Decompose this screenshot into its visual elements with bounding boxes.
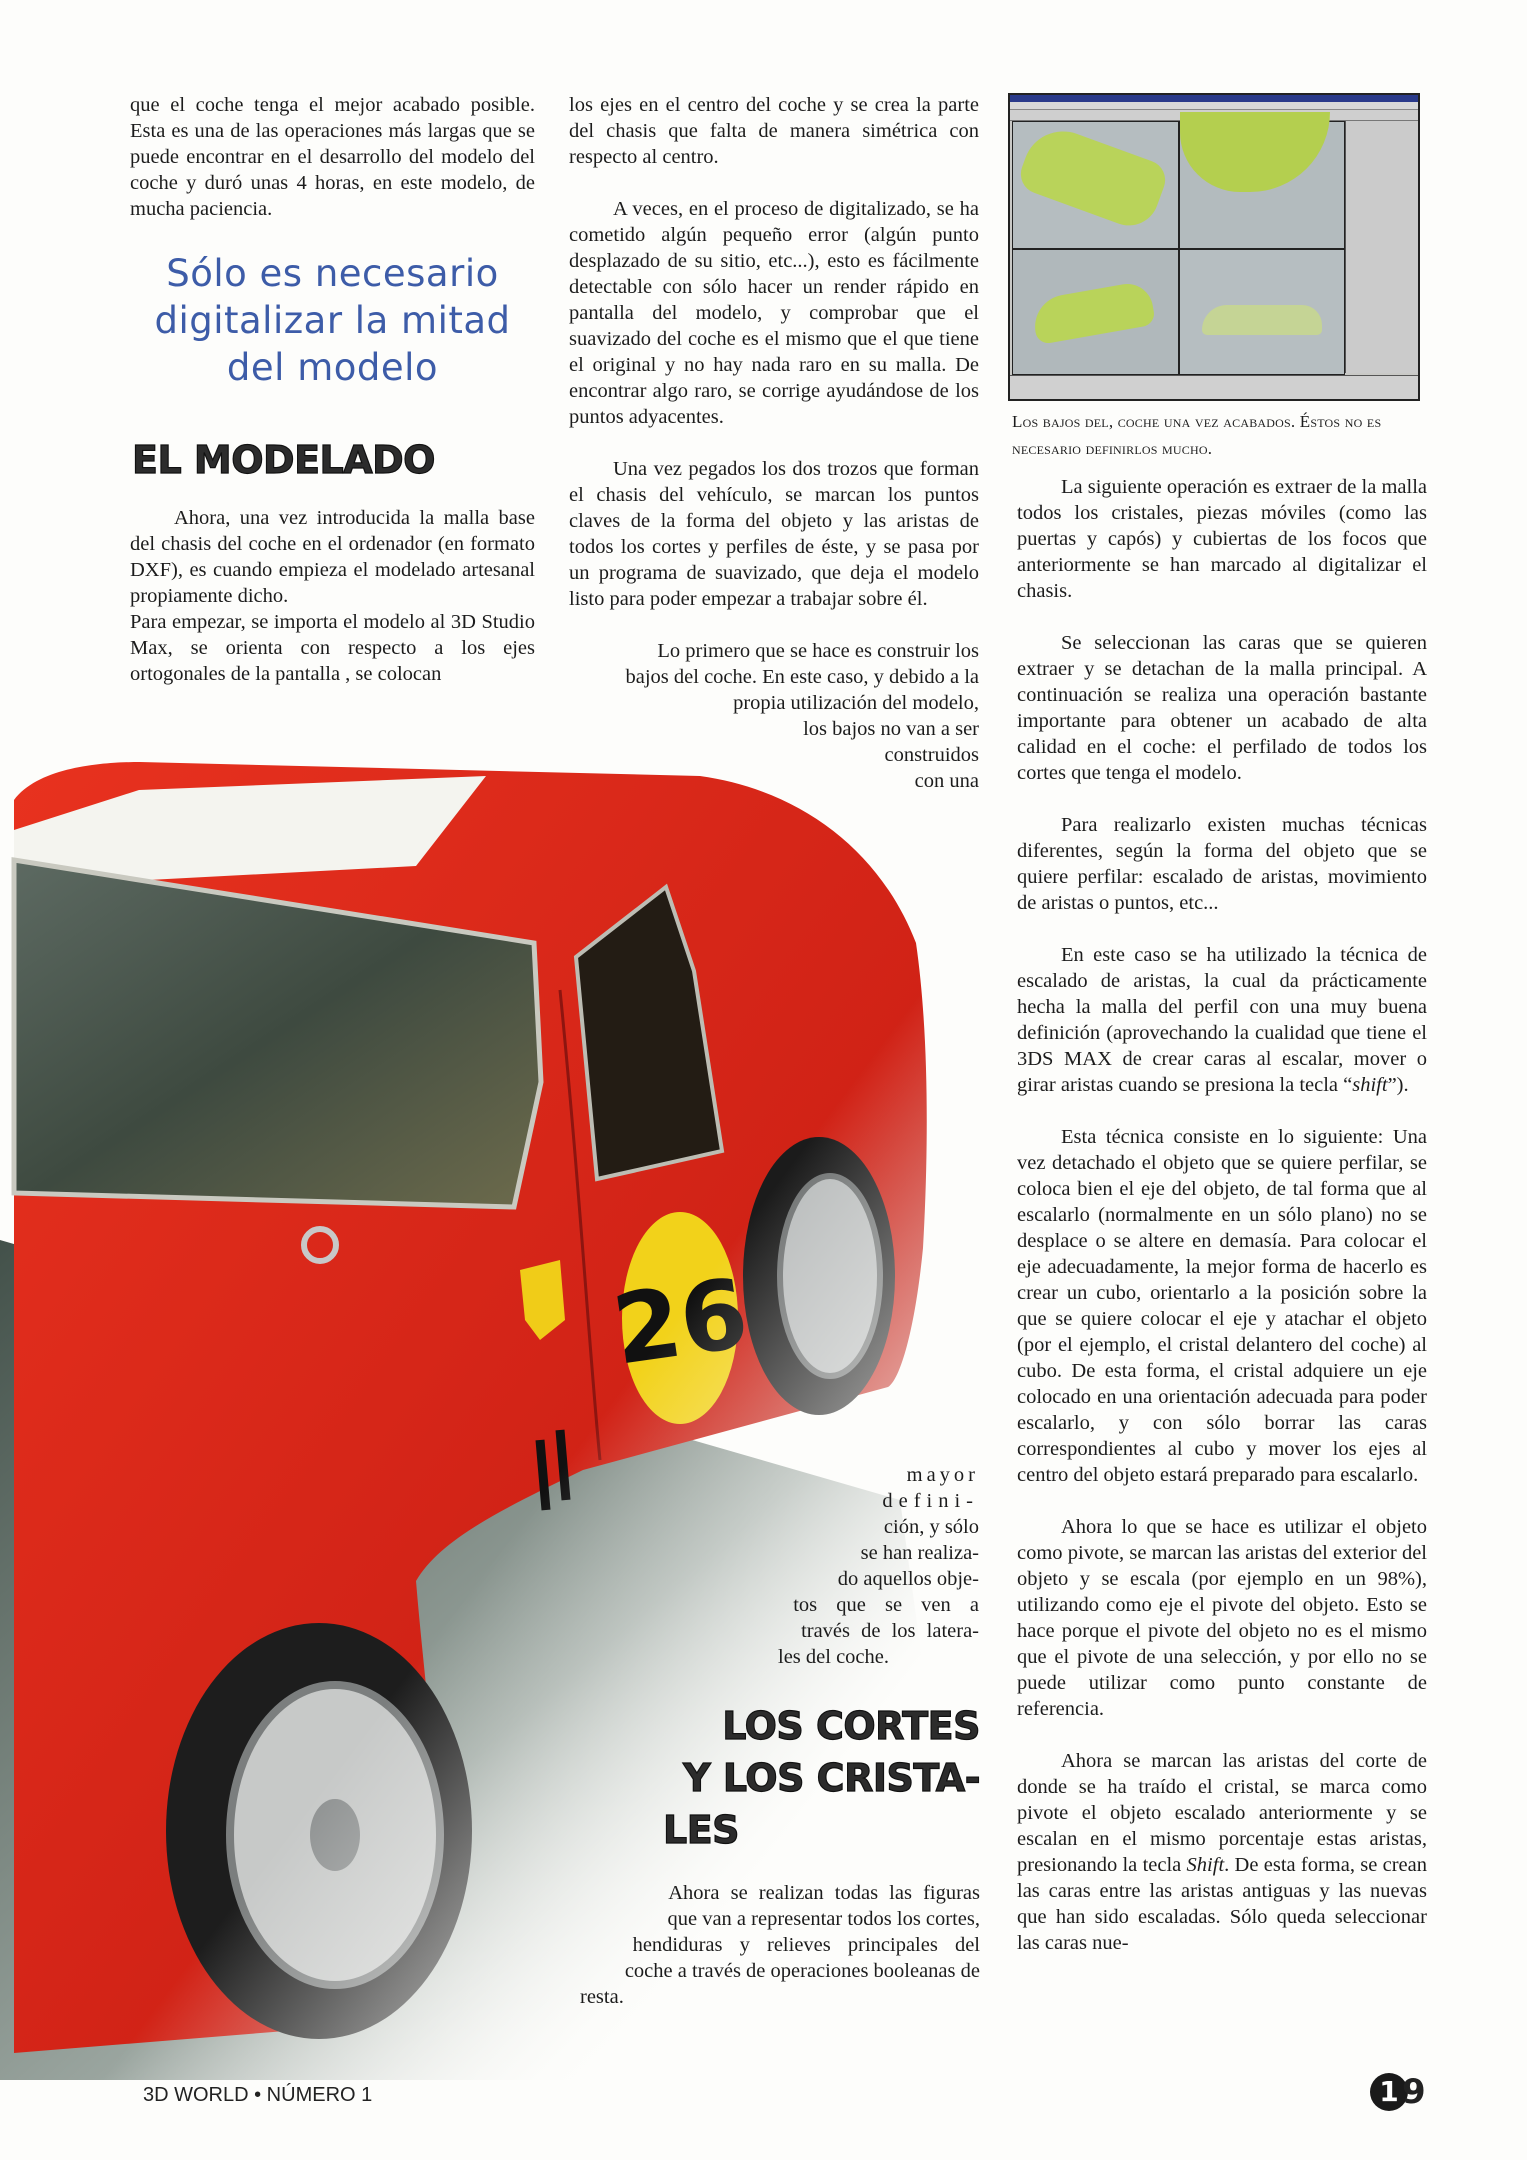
text-line: través de los latera- xyxy=(801,1620,979,1642)
model-green-shape xyxy=(1015,120,1170,234)
emphasis: Shift xyxy=(1186,1854,1225,1876)
text-line: defini- xyxy=(882,1490,979,1512)
body-paragraph: que el coche tenga el mejor acabado posible. Esta es una de las operaciones más largas que se puede encontrar en el desarrollo del modelo del coche y duró unas 4 horas, en este modelo, de mucha paciencia. xyxy=(130,94,535,220)
text-line: tos que se ven a xyxy=(793,1594,979,1616)
left-column xyxy=(130,92,535,222)
text-run: En este caso se ha utilizado la técnica de escalado de aristas, la cual da prácticamente hecha la malla del perfil con una muy buena definición (aprovechando la cualidad que tiene el 3DS MAX de crear caras al escalar, mover o girar aristas cuando se presiona la tecla “ xyxy=(1017,944,1427,1096)
right-column xyxy=(1017,474,1427,1956)
model-green-shape xyxy=(1030,280,1156,345)
page-number xyxy=(1370,2070,1426,2110)
text-line: Ahora se realizan todas las figuras xyxy=(668,1882,980,1904)
viewport-top-left xyxy=(1012,121,1179,249)
body-paragraph: A veces, en el proceso de digitalizado, se ha cometido algún pequeño error (algún punto desplazado de su sitio, etc...), esto es fácilmente detectable con sólo hacer un render rápido en pantalla del modelo, y comprobar que el suavizado del coche es el mismo que el que tiene el original y no hay nada raro en su malla. De encontrar algo raro, se corrige ayudándose de los puntos adyacentes. xyxy=(569,198,979,428)
text-line: hendiduras y relieves principales del xyxy=(632,1934,980,1956)
body-paragraph xyxy=(1017,1748,1427,1956)
text-line: mayor xyxy=(906,1464,979,1486)
text-line: resta. xyxy=(580,1986,624,2008)
text-line: bajos del coche. En este caso, y debido a la xyxy=(625,666,979,688)
body-paragraph: Para realizarlo existen muchas técnicas diferentes, según la forma del objeto que se quiere perfilar: escalado de aristas, movimiento de aristas o puntos, etc... xyxy=(1017,814,1427,914)
body-paragraph xyxy=(1017,942,1427,1098)
text-line: con una xyxy=(914,770,979,792)
pullquote-line: del modelo xyxy=(226,346,439,389)
body-paragraph: La siguiente operación es extraer de la malla todos los cristales, piezas móviles (como las puertas y capós) y cubiertas de los focos que anteriormente se han marcado al digitalizar el chasis. xyxy=(1017,476,1427,602)
heading-line: Y LOS CRISTA- xyxy=(683,1756,980,1800)
footer-publication: 3D WORLD • NÚMERO 1 xyxy=(143,2084,373,2106)
3ds-max-screenshot xyxy=(1008,93,1420,401)
wrapped-paragraph xyxy=(569,638,979,794)
command-panel xyxy=(1345,121,1419,373)
text-line: construidos xyxy=(884,744,979,766)
text-line: que van a representar todos los cortes, xyxy=(667,1908,980,1930)
text-line: se han realiza- xyxy=(860,1542,979,1564)
status-bar xyxy=(1010,375,1420,401)
section-heading-cortes xyxy=(600,1700,980,1856)
model-wireframe-shape xyxy=(1202,305,1322,335)
title-bar xyxy=(1010,95,1418,102)
body-paragraph: Ahora lo que se hace es utilizar el objeto como pivote, se marcan las aristas del exterior del objeto y se escala (por ejemplo en un 98%), utilizando como eje el pivote del objeto. Esto se hace porque el pivote del objeto no es el mismo que el pivote de una selección, y por ello no se puede utilizar como punto constante de referencia. xyxy=(1017,1516,1427,1720)
pullquote-line: Sólo es necesario xyxy=(166,252,499,295)
middle-column-final xyxy=(580,1880,980,2010)
body-paragraph: los ejes en el centro del coche y se crea la parte del chasis que falta de manera simétrica con respecto al centro. xyxy=(569,94,979,168)
figure-caption: Los bajos del, coche una vez acabados. Éstos no es necesario definirlos mucho. xyxy=(1012,412,1382,458)
text-run: Ahora se marcan las aristas del corte de donde se ha traído el cristal, se marca como pivote el objeto escalado anteriormente y se escalan en el mismo porcentaje estas aristas, presionando la tecla xyxy=(1017,1750,1427,1876)
model-green-shape xyxy=(1180,112,1330,192)
text-line: propia utilización del modelo, xyxy=(733,692,979,714)
menu-bar xyxy=(1010,102,1418,110)
page-digit: 9 xyxy=(1402,2071,1426,2112)
pullquote xyxy=(130,250,535,391)
text-run: . De esta forma, se crean las caras entre las aristas antiguas y las nuevas que han sido escaladas. Sólo queda seleccionar las caras nue- xyxy=(1017,1854,1427,1954)
section-heading-modelado: EL MODELADO xyxy=(132,438,435,482)
text-line: les del coche. xyxy=(778,1646,889,1668)
page-digit-circled: 1 xyxy=(1370,2073,1408,2111)
viewport-top-right xyxy=(1179,121,1345,249)
text-line: coche a través de operaciones booleanas de xyxy=(624,1960,980,1982)
body-paragraph: Se seleccionan las caras que se quieren extraer y se detachan de la malla principal. A continuación se realiza una operación bastante importante para obtener un acabado de alta calidad en el coche: el perfilado de todos los cortes que tenga el modelo. xyxy=(1017,632,1427,784)
body-paragraph: Ahora, una vez introducida la malla base del chasis del coche en el ordenador (en formato DXF), es cuando empieza el modelado artesanal propiamente dicho. xyxy=(130,507,535,607)
text-run: ”). xyxy=(1387,1074,1409,1096)
text-line: Lo primero que se hace es construir los xyxy=(657,640,979,662)
car-illustration xyxy=(0,740,1010,2080)
image-fade xyxy=(0,740,1010,2080)
heading-line: LOS CORTES xyxy=(722,1704,980,1748)
viewport-bottom-left xyxy=(1012,249,1179,375)
middle-column-continued xyxy=(569,1462,979,1670)
text-line: do aquellos obje- xyxy=(837,1568,979,1590)
text-line: ción, y sólo xyxy=(883,1516,979,1538)
viewport-bottom-right xyxy=(1179,249,1345,375)
body-paragraph: Una vez pegados los dos trozos que forman el chasis del vehículo, se marcan los puntos claves de la forma del objeto y las aristas de todos los cortes y perfiles de éste, y se pasa por un programa de suavizado, que deja el modelo listo para poder empezar a trabajar sobre él. xyxy=(569,458,979,610)
heading-line: LES xyxy=(663,1808,740,1852)
text-line: los bajos no van a ser xyxy=(803,718,979,740)
middle-column xyxy=(569,92,979,794)
body-paragraph: Esta técnica consiste en lo siguiente: Una vez detachado el objeto que se quiere perfilar, se coloca bien el eje del objeto, de tal forma que al escalarlo (normalmente en un sólo plano) no se desplace o se altere en demasía. Para colocar el eje adecuadamente, la mejor forma de hacerlo es crear un cubo, orientarlo a la posición sobre la que se quiere colocar el eje y atachar el objeto (por el ejemplo, el cristal delantero del coche) al cubo. De esta forma, el cristal adquiere un eje colocado en una orientación adecuada para poder escalarlo, y con sólo borrar las caras correspondientes al cubo y mover los ejes al centro del objeto estará preparado para escalarlo. xyxy=(1017,1126,1427,1486)
pullquote-line: digitalizar la mitad xyxy=(154,299,511,342)
left-column-body xyxy=(130,505,535,687)
emphasis: shift xyxy=(1352,1074,1388,1096)
body-paragraph: Para empezar, se importa el modelo al 3D Studio Max, se orienta con respecto a los ejes ortogonales de la pantalla , se colocan xyxy=(130,611,535,685)
